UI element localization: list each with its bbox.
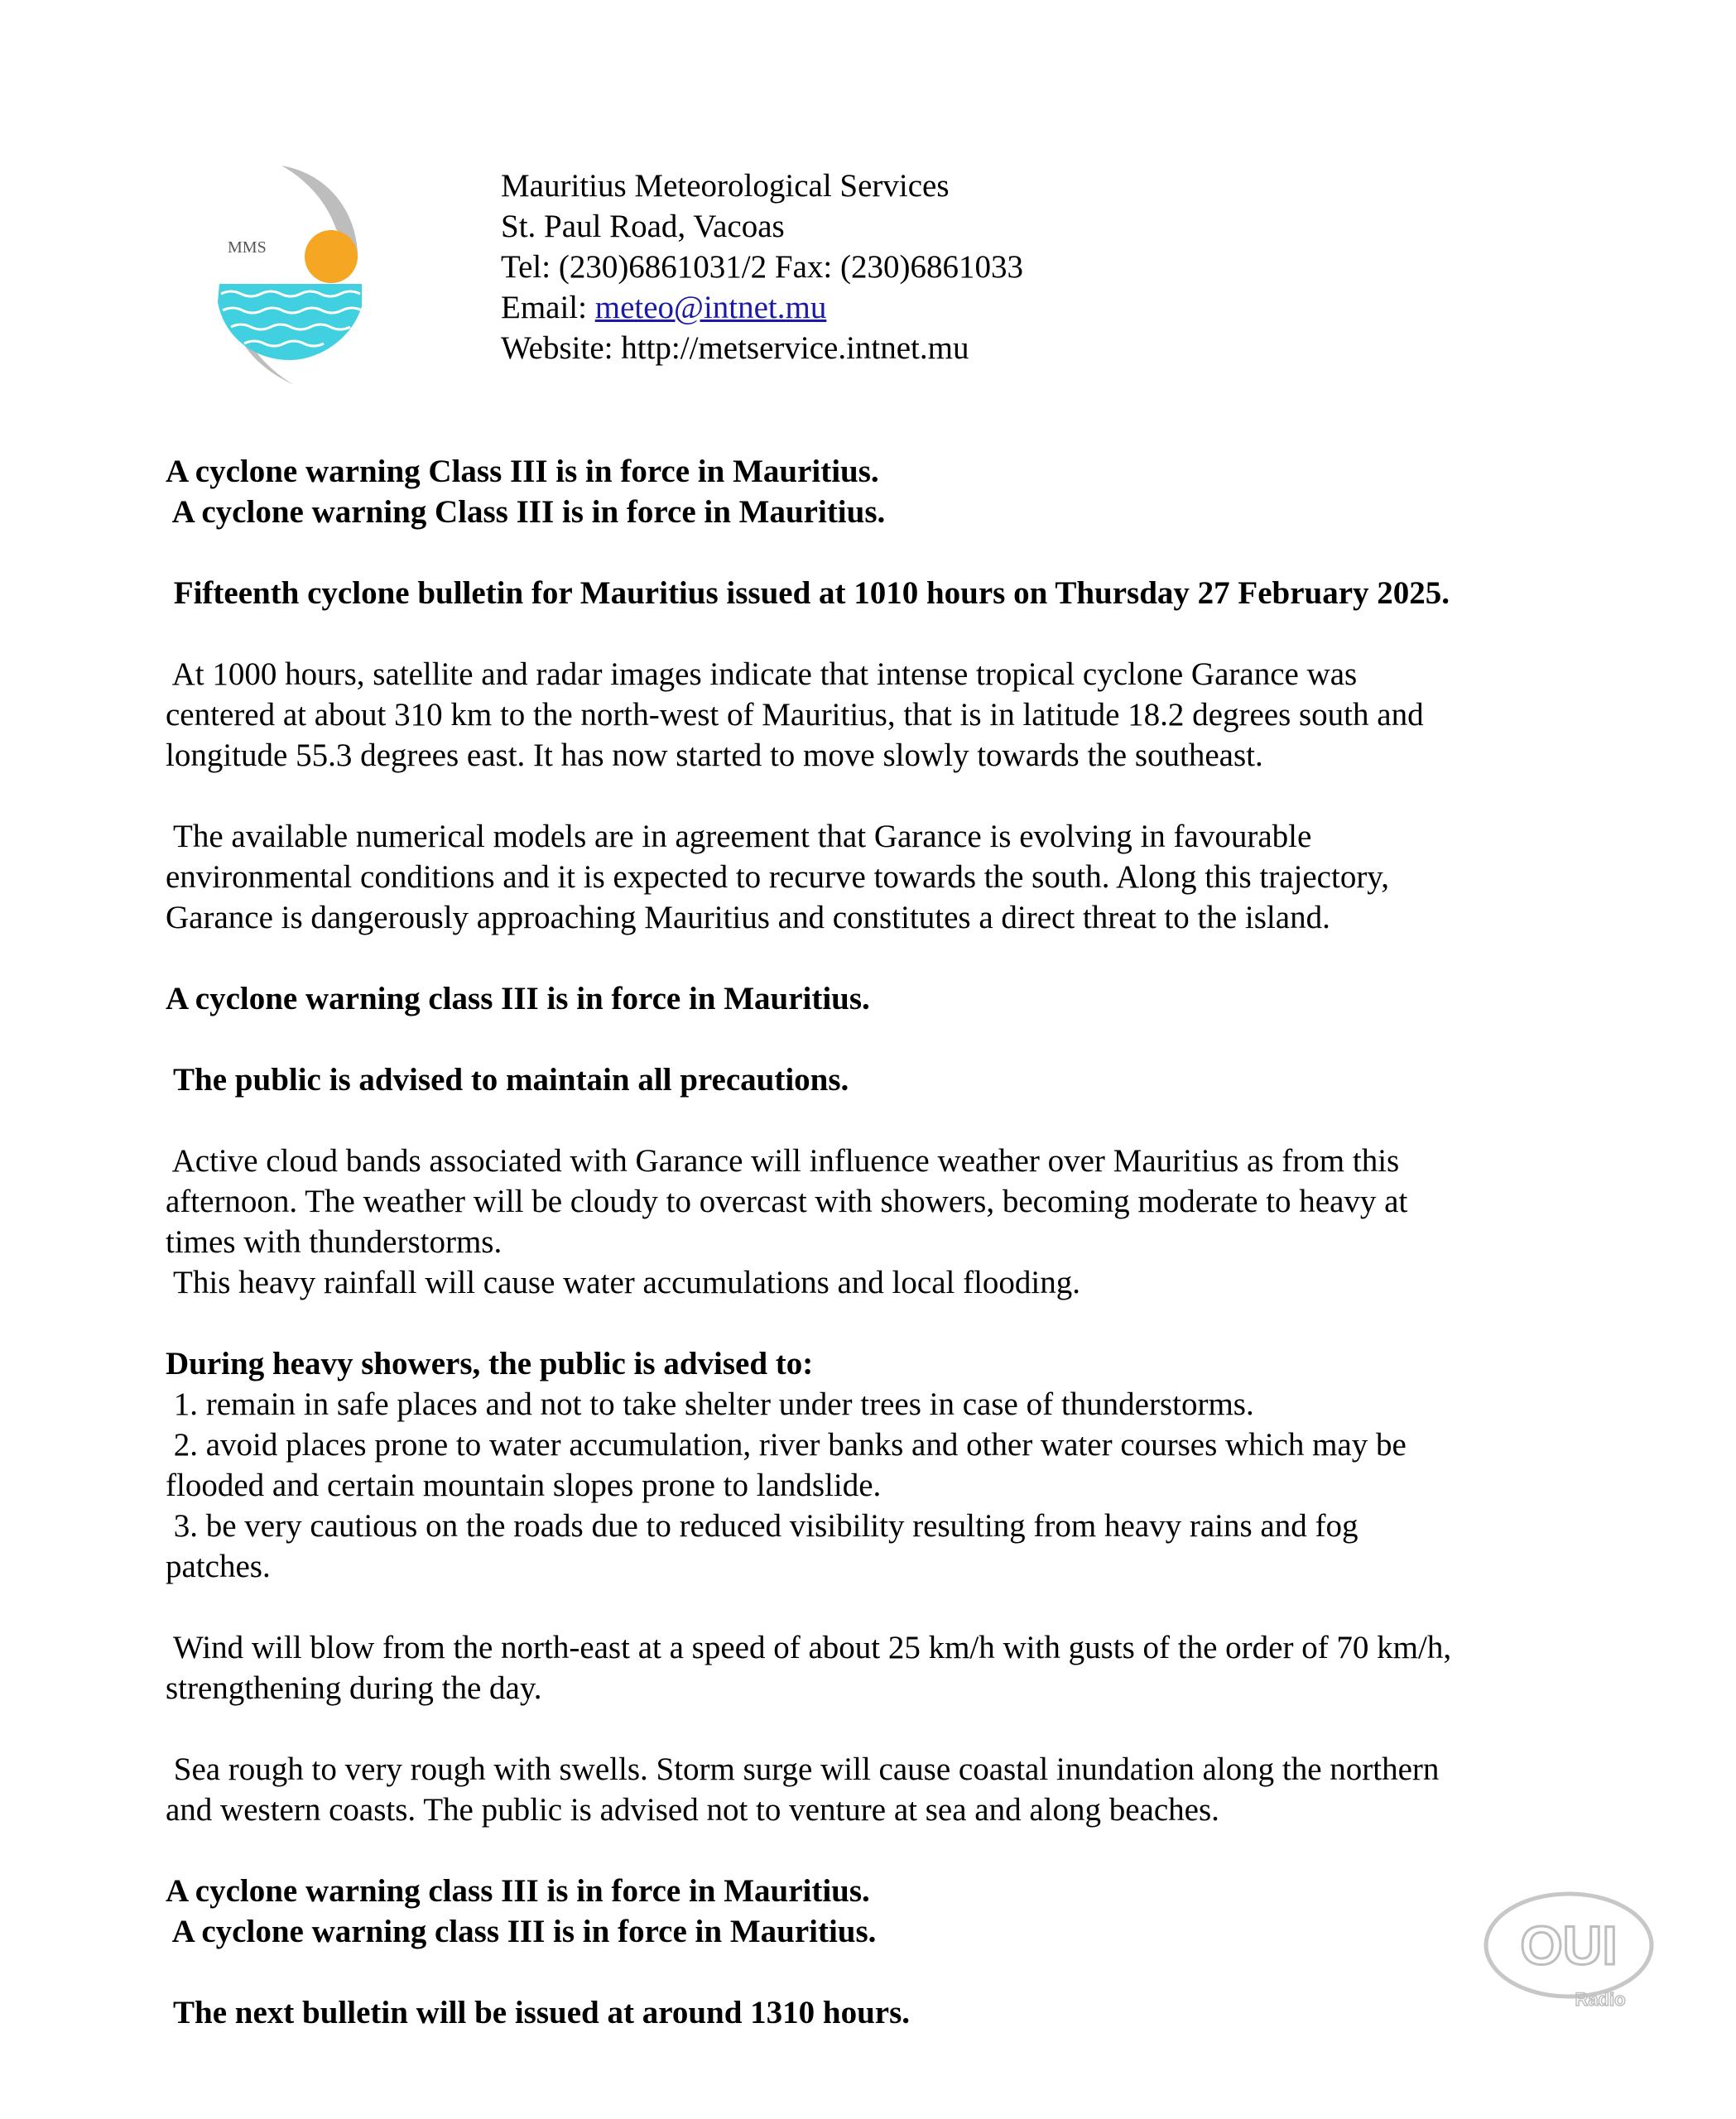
org-name: Mauritius Meteorological Services [501, 168, 950, 204]
oui-radio-watermark-icon [1478, 1883, 1660, 2020]
bulletin-body [166, 451, 1589, 2033]
org-phone: Tel: (230)6861031/2 Fax: (230)6861033 [501, 249, 1023, 285]
paragraph-line: afternoon. The weather will be cloudy to overcast with showers, becoming moderate to heavy at [166, 1184, 1408, 1219]
email-link[interactable]: meteo@intnet.mu [594, 290, 827, 325]
org-email-line [501, 287, 1023, 328]
advice-item: 3. be very cautious on the roads due to reduced visibility resulting from heavy rains and fog [166, 1508, 1359, 1544]
bulletin-title: Fifteenth cyclone bulletin for Mauritius issued at 1010 hours on Thursday 27 February 2025. [166, 575, 1450, 611]
advice-heading: During heavy showers, the public is advised to: [166, 1346, 814, 1381]
paragraph-line: Wind will blow from the north-east at a speed of about 25 km/h with gusts of the order of 70 km/h, [166, 1630, 1452, 1665]
org-website: Website: http://metservice.intnet.mu [501, 330, 969, 366]
letterhead [501, 166, 1023, 368]
org-address: St. Paul Road, Vacoas [501, 209, 785, 244]
paragraph-line: environmental conditions and it is expected to recurve towards the south. Along this trajectory, [166, 859, 1390, 895]
advice-item: 1. remain in safe places and not to take shelter under trees in case of thunderstorms. [166, 1386, 1254, 1422]
warning-line: A cyclone warning class III is in force in Mauritius. [166, 981, 870, 1016]
next-bulletin-line: The next bulletin will be issued at around 1310 hours. [166, 1995, 910, 2030]
warning-line: A cyclone warning class III is in force in Mauritius. [166, 1873, 870, 1909]
email-label: Email: [501, 290, 595, 325]
paragraph-line: centered at about 310 km to the north-west of Mauritius, that is in latitude 18.2 degrees south and [166, 697, 1424, 733]
watermark-text: OUI [1520, 1915, 1618, 1976]
mms-logo-icon [203, 161, 381, 389]
paragraph-line: The available numerical models are in agreement that Garance is evolving in favourable [166, 819, 1312, 854]
paragraph-line: strengthening during the day. [166, 1670, 542, 1706]
advice-item: 2. avoid places prone to water accumulation, river banks and other water courses which may be [166, 1427, 1407, 1463]
advice-heading: The public is advised to maintain all precautions. [166, 1062, 849, 1098]
warning-line: A cyclone warning Class III is in force in Mauritius. [166, 454, 879, 489]
warning-line: A cyclone warning Class III is in force in Mauritius. [166, 494, 886, 530]
paragraph-line: and western coasts. The public is advised not to venture at sea and along beaches. [166, 1792, 1219, 1828]
advice-item: patches. [166, 1549, 271, 1584]
paragraph-line: Sea rough to very rough with swells. Storm surge will cause coastal inundation along the northern [166, 1751, 1440, 1787]
logo-text: MMS [228, 238, 267, 257]
paragraph-line: At 1000 hours, satellite and radar images indicate that intense tropical cyclone Garance was [166, 656, 1358, 692]
paragraph-line: times with thunderstorms. [166, 1224, 503, 1260]
warning-line: A cyclone warning class III is in force in Mauritius. [166, 1914, 877, 1949]
watermark-subtext: Radio [1575, 1989, 1626, 2010]
paragraph-line: Garance is dangerously approaching Mauritius and constitutes a direct threat to the island. [166, 900, 1330, 935]
paragraph-line: This heavy rainfall will cause water accumulations and local flooding. [166, 1265, 1081, 1300]
advice-item: flooded and certain mountain slopes prone to landslide. [166, 1468, 882, 1503]
paragraph-line: longitude 55.3 degrees east. It has now started to move slowly towards the southeast. [166, 738, 1263, 773]
paragraph-line: Active cloud bands associated with Garance will influence weather over Mauritius as from this [166, 1143, 1400, 1179]
